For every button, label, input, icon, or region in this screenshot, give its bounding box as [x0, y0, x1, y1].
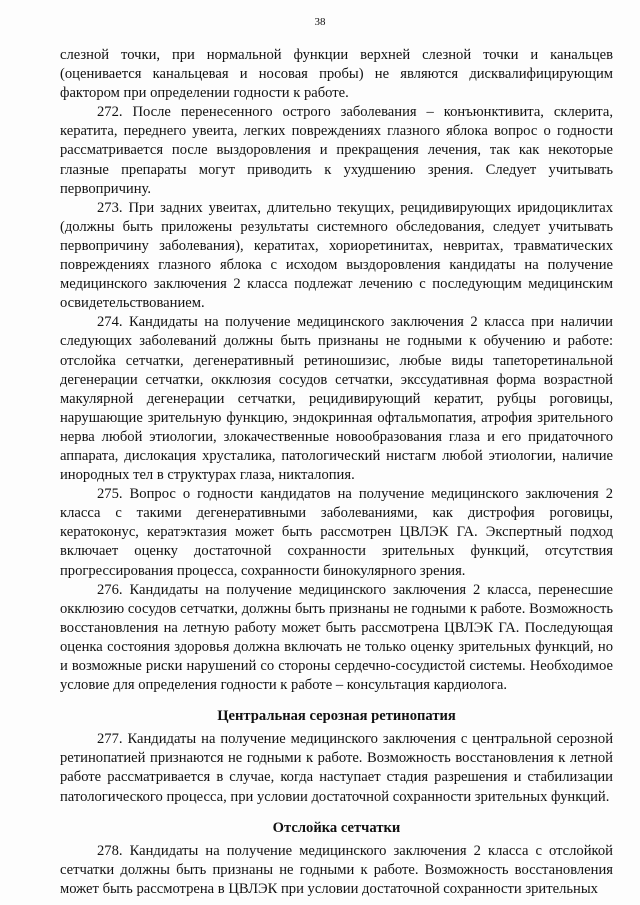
paragraph-278: 278. Кандидаты на получение медицинского заключения 2 класса с отслойкой сетчатки должны быть признаны не годными к работе. Возможность восстановления может быть рассмотрена в ЦВЛЭК при условии достаточной сохранности зрительных — [60, 842, 613, 897]
paragraph-274: 274. Кандидаты на получение медицинского заключения 2 класса при наличии следующих заболеваний должны быть признаны не годными к обучению и работе: отслойка сетчатки, дегенеративный ретиношизис, любые виды тапеторетинальной дегенерации сетчатки, окклюзия сосудов сетчатки, экссудативная форма возрастной макулярной дегенерации сетчатки, рецидивирующий кератит, рубцы роговицы, нарушающие зрительную функцию, эндокринная офтальмопатия, атрофия зрительного нерва любой этиологии, злокачественные новообразования глаза и его придаточного аппарата, дислокация хрусталика, патологический нистагм любой этиологии, наличие инородных тел в структурах глаза, никталопия. — [60, 314, 613, 484]
section-heading-retinal-detachment: Отслойка сетчатки — [272, 819, 401, 836]
document-body — [60, 46, 613, 899]
paragraph-275: 275. Вопрос о годности кандидатов на получение медицинского заключения 2 класса с такими дегенеративными заболеваниями, как дистрофия роговицы, кератоконус, кератэктазия может быть рассмотрен ЦВЛЭК ГА. Экспертный подход включает оценку достаточной сохранности зрительных функций, отсутствия прогрессирования процесса, сохранности бинокулярного зрения. — [60, 486, 613, 579]
paragraph-273: 273. При задних увеитах, длительно текущих, рецидивирующих иридоциклитах (должны быть приложены результаты системного обследования, следует учитывать первопричину заболевания), кератитах, хориоретинитах, невритах, травматических повреждениях глазного яблока с исходом выздоровления кандидаты на получение медицинского заключения 2 класса подлежат лечению с последующим медицинским освидетельствованием. — [60, 199, 613, 312]
paragraph-276: 276. Кандидаты на получение медицинского заключения 2 класса, перенесшие окклюзию сосудов сетчатки, должны быть признаны не годными к работе. Возможность восстановления на летную работу может быть рассмотрена ЦВЛЭК ГА. Последующая оценка состояния здоровья должна включать не только оценку зрительных функций, но и возможные риски нарушений со стороны сердечно-сосудистой системы. Необходимое условие для определения годности к работе – консультация кардиолога. — [60, 581, 613, 694]
paragraph-continuation: слезной точки, при нормальной функции верхней слезной точки и канальцев (оценивается канальцевая и носовая пробы) не являются дисквалифицирующим фактором при определении годности к работе. — [60, 47, 613, 102]
section-heading-central-serous-retinopathy: Центральная серозная ретинопатия — [217, 708, 456, 725]
paragraph-272: 272. После перенесенного острого заболевания – конъюнктивита, склерита, кератита, переднего увеита, легких повреждениях глазного яблока вопрос о годности рассматривается после выздоровления и прекращения лечения, так как некоторые глазные препараты могут приводить к ухудшению зрения. Следует учитывать первопричину. — [60, 104, 613, 197]
page-number: 38 — [314, 16, 326, 28]
paragraph-277: 277. Кандидаты на получение медицинского заключения с центральной серозной ретинопатией признаются не годными к работе. Возможность восстановления к летной работе рассматривается в случае, когда наступает стадия разрешения и стабилизации патологического процесса, при условии достаточной сохранности зрительных функций. — [60, 731, 613, 805]
